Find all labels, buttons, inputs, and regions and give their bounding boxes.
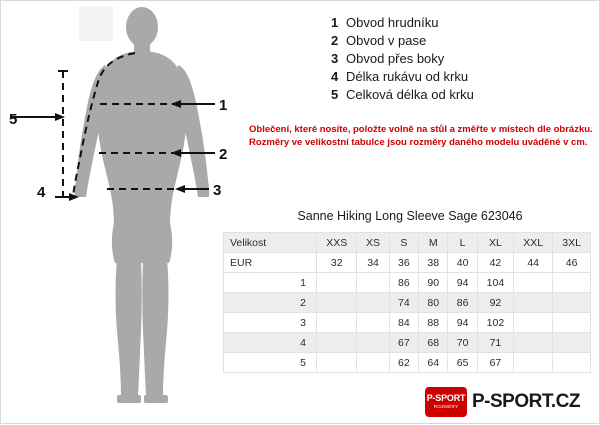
header-cell: M <box>419 233 448 253</box>
table-cell: 70 <box>448 333 477 353</box>
legend-item <box>331 87 591 102</box>
legend-item <box>331 69 591 84</box>
row-label: 2 <box>224 293 317 313</box>
body-silhouette <box>75 7 210 403</box>
table-cell <box>553 333 591 353</box>
table-cell <box>317 273 357 293</box>
table-cell: 102 <box>477 313 513 333</box>
legend-number: 1 <box>331 15 339 30</box>
table-cell: 67 <box>477 353 513 373</box>
callout-4: 4 <box>37 184 46 201</box>
measurement-note <box>249 123 597 150</box>
table-cell: 44 <box>514 253 553 273</box>
row-label: 5 <box>224 353 317 373</box>
note-line-2: Rozměry ve velikostní tabulce jsou rozměry daného modelu uváděné v cm. <box>249 137 588 149</box>
table-cell: 84 <box>389 313 418 333</box>
header-cell: Velikost <box>224 233 317 253</box>
legend-number: 2 <box>331 33 339 48</box>
table-cell <box>357 273 389 293</box>
table-cell: 67 <box>389 333 418 353</box>
header-cell: XL <box>477 233 513 253</box>
header-cell: L <box>448 233 477 253</box>
legend-number: 4 <box>331 69 339 84</box>
table-cell <box>553 313 591 333</box>
legend-item <box>331 33 591 48</box>
table-cell: 42 <box>477 253 513 273</box>
size-table <box>223 232 591 373</box>
header-cell: 3XL <box>553 233 591 253</box>
header-cell: XS <box>357 233 389 253</box>
logo-wordmark: P-SPORT.CZ <box>472 391 580 412</box>
table-cell <box>357 313 389 333</box>
legend-list <box>331 15 591 105</box>
table-row <box>224 333 591 353</box>
table-cell <box>357 293 389 313</box>
legend-number: 5 <box>331 87 339 102</box>
table-cell <box>553 293 591 313</box>
table-cell <box>514 333 553 353</box>
table-cell: 40 <box>448 253 477 273</box>
callout-1: 1 <box>219 97 228 114</box>
logo-badge-bottom: ROZMĚRY <box>433 404 459 410</box>
row-label: 4 <box>224 333 317 353</box>
table-cell: 92 <box>477 293 513 313</box>
legend-label: Obvod hrudníku <box>346 15 439 30</box>
table-cell <box>514 273 553 293</box>
table-row-eur <box>224 253 591 273</box>
table-cell: 86 <box>448 293 477 313</box>
callout-2: 2 <box>219 146 228 163</box>
table-cell <box>514 313 553 333</box>
table-cell <box>317 293 357 313</box>
note-line-1: Oblečení, které nosíte, položte volně na stůl a změřte v místech dle obrázku. <box>249 124 593 135</box>
table-cell: 38 <box>419 253 448 273</box>
table-cell: 68 <box>419 333 448 353</box>
table-cell <box>514 353 553 373</box>
header-cell: XXL <box>514 233 553 253</box>
table-cell <box>317 313 357 333</box>
table-cell: 46 <box>553 253 591 273</box>
header-cell: S <box>389 233 418 253</box>
legend-label: Obvod v pase <box>346 33 427 48</box>
callout-5: 5 <box>9 111 18 128</box>
table-cell: 94 <box>448 313 477 333</box>
table-cell: 90 <box>419 273 448 293</box>
table-cell: 34 <box>357 253 389 273</box>
table-cell: 36 <box>389 253 418 273</box>
table-cell: 64 <box>419 353 448 373</box>
table-cell: 62 <box>389 353 418 373</box>
row-label: 3 <box>224 313 317 333</box>
legend-label: Délka rukávu od krku <box>346 69 469 84</box>
table-row <box>224 293 591 313</box>
table-cell <box>317 353 357 373</box>
logo-badge-top: P-SPORT <box>426 393 466 404</box>
row-label: EUR <box>224 253 317 273</box>
legend-item <box>331 51 591 66</box>
table-cell <box>553 353 591 373</box>
table-row <box>224 313 591 333</box>
table-row <box>224 353 591 373</box>
table-cell: 94 <box>448 273 477 293</box>
table-cell <box>357 353 389 373</box>
table-header-row <box>224 233 591 253</box>
table-row <box>224 273 591 293</box>
header-cell: XXS <box>317 233 357 253</box>
legend-label: Obvod přes boky <box>346 51 445 66</box>
table-cell: 71 <box>477 333 513 353</box>
table-cell: 74 <box>389 293 418 313</box>
legend-label: Celková délka od krku <box>346 87 474 102</box>
table-cell <box>317 333 357 353</box>
table-cell <box>357 333 389 353</box>
table-cell: 86 <box>389 273 418 293</box>
logo-badge-icon <box>425 387 467 417</box>
brand-logo[interactable] <box>425 387 580 417</box>
legend-item <box>331 15 591 30</box>
table-cell: 104 <box>477 273 513 293</box>
legend-number: 3 <box>331 51 339 66</box>
table-cell: 88 <box>419 313 448 333</box>
table-cell <box>514 293 553 313</box>
table-cell <box>553 273 591 293</box>
table-cell: 32 <box>317 253 357 273</box>
table-cell: 80 <box>419 293 448 313</box>
product-title: Sanne Hiking Long Sleeve Sage 623046 <box>297 209 523 223</box>
callout-3: 3 <box>213 182 222 199</box>
row-label: 1 <box>224 273 317 293</box>
table-cell: 65 <box>448 353 477 373</box>
